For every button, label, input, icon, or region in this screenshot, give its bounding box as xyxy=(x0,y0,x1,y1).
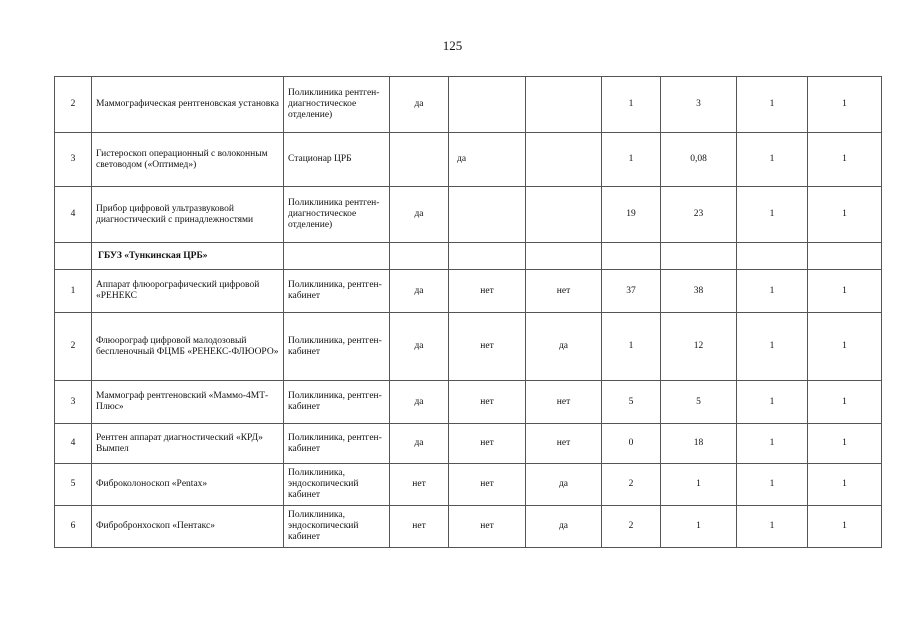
cell-col9: 1 xyxy=(737,506,808,548)
table-row xyxy=(55,77,882,133)
section-empty-cell xyxy=(526,243,602,270)
table-row xyxy=(55,187,882,243)
cell-col5: нет xyxy=(449,270,526,313)
cell-col10: 1 xyxy=(808,424,882,464)
cell-col9: 1 xyxy=(737,133,808,187)
section-empty-cell xyxy=(390,243,449,270)
cell-col7: 2 xyxy=(602,464,661,506)
cell-col7: 0 xyxy=(602,424,661,464)
cell-col6: нет xyxy=(526,270,602,313)
equipment-name: Фиброколоноскоп «Pentax» xyxy=(92,464,284,506)
cell-col5: нет xyxy=(449,381,526,424)
equipment-name: Фибробронхоскоп «Пентакс» xyxy=(92,506,284,548)
equipment-name: Гистероскоп операционный с волоконным световодом («Оптимед») xyxy=(92,133,284,187)
equipment-location: Поликлиника, рентген-кабинет xyxy=(284,270,390,313)
cell-col9: 1 xyxy=(737,381,808,424)
table-row xyxy=(55,424,882,464)
equipment-name: Аппарат флюорографический цифровой «РЕНЕКС xyxy=(92,270,284,313)
cell-col8: 5 xyxy=(661,381,737,424)
equipment-name: Маммограф рентгеновский «Маммо-4МТ-Плюс» xyxy=(92,381,284,424)
table-row xyxy=(55,270,882,313)
equipment-name: Флюорограф цифровой малодозовый беспленочный ФЦМБ «РЕНЕКС-ФЛЮОРО» xyxy=(92,313,284,381)
section-header-row xyxy=(55,243,882,270)
cell-col10: 1 xyxy=(808,313,882,381)
cell-col6: нет xyxy=(526,424,602,464)
equipment-location: Поликлиника, эндоскопический кабинет xyxy=(284,464,390,506)
cell-col4: да xyxy=(390,77,449,133)
cell-col9: 1 xyxy=(737,187,808,243)
cell-col5: нет xyxy=(449,506,526,548)
cell-col4: да xyxy=(390,270,449,313)
cell-col6: нет xyxy=(526,381,602,424)
section-empty-cell xyxy=(602,243,661,270)
row-number: 2 xyxy=(55,313,92,381)
cell-col4: да xyxy=(390,187,449,243)
cell-col6: да xyxy=(526,506,602,548)
section-empty-cell xyxy=(737,243,808,270)
cell-col10: 1 xyxy=(808,464,882,506)
equipment-name: Прибор цифровой ультразвуковой диагностический с принадлежностями xyxy=(92,187,284,243)
cell-col7: 1 xyxy=(602,77,661,133)
cell-col5: да xyxy=(449,133,526,187)
equipment-location: Поликлиника, рентген-кабинет xyxy=(284,313,390,381)
cell-col10: 1 xyxy=(808,381,882,424)
cell-col9: 1 xyxy=(737,77,808,133)
table-row xyxy=(55,464,882,506)
cell-col7: 19 xyxy=(602,187,661,243)
equipment-name: Рентген аппарат диагностический «КРД» Вымпел xyxy=(92,424,284,464)
cell-col10: 1 xyxy=(808,77,882,133)
cell-col9: 1 xyxy=(737,464,808,506)
cell-col5: нет xyxy=(449,424,526,464)
equipment-location: Поликлиника, эндоскопический кабинет xyxy=(284,506,390,548)
cell-col8: 0,08 xyxy=(661,133,737,187)
page-number: 125 xyxy=(442,38,463,53)
cell-col10: 1 xyxy=(808,506,882,548)
cell-col8: 18 xyxy=(661,424,737,464)
cell-col8: 1 xyxy=(661,506,737,548)
section-empty-cell xyxy=(449,243,526,270)
cell-col10: 1 xyxy=(808,270,882,313)
row-number: 2 xyxy=(55,77,92,133)
section-empty-cell xyxy=(808,243,882,270)
row-number: 5 xyxy=(55,464,92,506)
row-number: 3 xyxy=(55,381,92,424)
cell-col9: 1 xyxy=(737,424,808,464)
cell-col9: 1 xyxy=(737,270,808,313)
cell-col4: нет xyxy=(390,506,449,548)
cell-col7: 1 xyxy=(602,133,661,187)
table-row xyxy=(55,313,882,381)
equipment-name: Маммографическая рентгеновская установка xyxy=(92,77,284,133)
section-title: ГБУЗ «Тункинская ЦРБ» xyxy=(92,243,284,270)
equipment-location: Поликлиника рентген-диагностическое отделение) xyxy=(284,187,390,243)
cell-col10: 1 xyxy=(808,133,882,187)
cell-col7: 5 xyxy=(602,381,661,424)
cell-col5 xyxy=(449,77,526,133)
cell-col8: 12 xyxy=(661,313,737,381)
section-number-cell xyxy=(55,243,92,270)
cell-col6 xyxy=(526,187,602,243)
cell-col4: да xyxy=(390,424,449,464)
table-row xyxy=(55,381,882,424)
equipment-location: Поликлиника, рентген-кабинет xyxy=(284,424,390,464)
cell-col7: 2 xyxy=(602,506,661,548)
cell-col5: нет xyxy=(449,464,526,506)
cell-col4: да xyxy=(390,381,449,424)
cell-col5 xyxy=(449,187,526,243)
cell-col6: да xyxy=(526,313,602,381)
cell-col6 xyxy=(526,133,602,187)
cell-col6: да xyxy=(526,464,602,506)
section-empty-cell xyxy=(284,243,390,270)
row-number: 4 xyxy=(55,187,92,243)
cell-col8: 1 xyxy=(661,464,737,506)
table-row xyxy=(55,133,882,187)
row-number: 6 xyxy=(55,506,92,548)
cell-col6 xyxy=(526,77,602,133)
cell-col8: 23 xyxy=(661,187,737,243)
section-empty-cell xyxy=(661,243,737,270)
cell-col4 xyxy=(390,133,449,187)
cell-col9: 1 xyxy=(737,313,808,381)
cell-col4: нет xyxy=(390,464,449,506)
equipment-location: Поликлиника рентген-диагностическое отделение) xyxy=(284,77,390,133)
row-number: 4 xyxy=(55,424,92,464)
cell-col7: 37 xyxy=(602,270,661,313)
cell-col8: 38 xyxy=(661,270,737,313)
row-number: 3 xyxy=(55,133,92,187)
equipment-location: Поликлиника, рентген-кабинет xyxy=(284,381,390,424)
row-number: 1 xyxy=(55,270,92,313)
equipment-location: Стационар ЦРБ xyxy=(284,133,390,187)
cell-col7: 1 xyxy=(602,313,661,381)
cell-col5: нет xyxy=(449,313,526,381)
table-row xyxy=(55,506,882,548)
cell-col8: 3 xyxy=(661,77,737,133)
cell-col4: да xyxy=(390,313,449,381)
cell-col10: 1 xyxy=(808,187,882,243)
equipment-table xyxy=(54,76,882,548)
